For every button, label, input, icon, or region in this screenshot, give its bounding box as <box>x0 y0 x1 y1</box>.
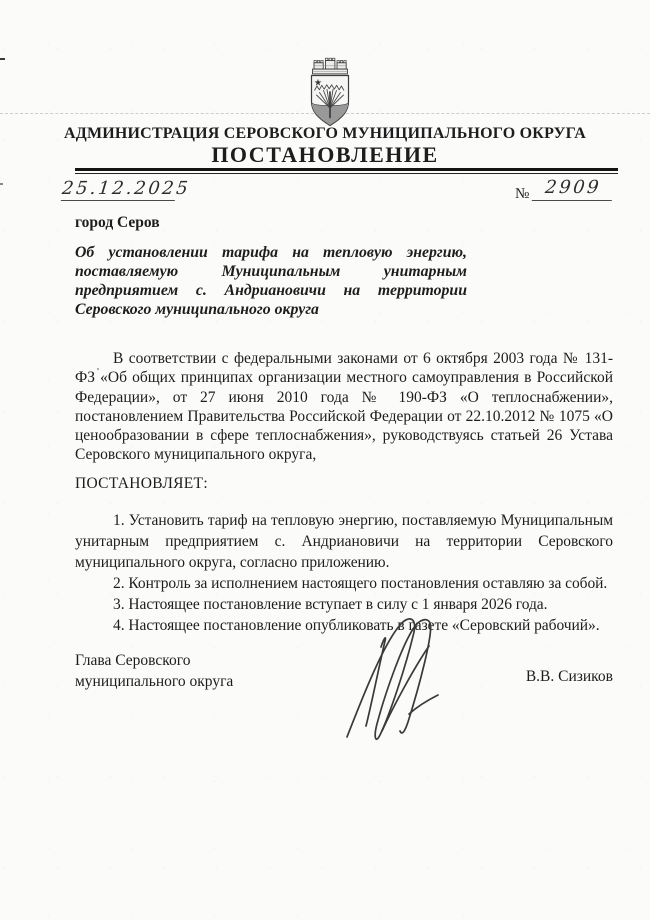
document-date-handwritten: 25.12.2025 <box>61 178 192 199</box>
resolution-item-3: 3. Настоящее постановление вступает в силу с 1 января 2026 года. <box>113 596 548 613</box>
signer-name: В.В. Сизиков <box>525 668 613 685</box>
document-subject: Об установлении тарифа на тепловую энергию, поставляемую Муниципальным унитарным предприятием с. Андриановичи на территории Серовского муниципального округа <box>75 244 467 318</box>
scan-speck <box>0 183 3 185</box>
resolution-item-4: 4. Настоящее постановление опубликовать в газете «Серовский рабочий». <box>113 617 600 634</box>
header-rule <box>75 168 618 174</box>
number-sign-label: № <box>515 186 530 202</box>
document-type-title: ПОСТАНОВЛЕНИЕ <box>211 142 439 167</box>
resolves-label: ПОСТАНОВЛЯЕТ: <box>75 475 208 492</box>
organization-name: АДМИНИСТРАЦИЯ СЕРОВСКОГО МУНИЦИПАЛЬНОГО ОКРУГА <box>63 125 586 142</box>
resolution-item-2: 2. Контроль за исполнением настоящего постановления оставляю за собой. <box>113 575 608 592</box>
signer-post-line1: Глава Серовского <box>75 652 191 669</box>
serov-coat-of-arms-icon <box>299 56 361 135</box>
resolution-item-1: 1. Установить тариф на тепловую энергию, поставляемую Муниципальным унитарным предприятием с. Андриановичи на территории Серовского муниципального округа, согласно приложению. <box>75 512 613 571</box>
scan-speck <box>0 58 5 60</box>
signer-post-line2: муниципального округа <box>75 673 234 690</box>
document-number-handwritten: 2909 <box>532 177 615 201</box>
preamble-paragraph: В соответствии с федеральными законами от 6 октября 2003 года № 131-ФЗ «Об общих принципах организации местного самоуправления в Российской Федерации», от 27 июня 2010 года № 190-ФЗ «О теплоснабжении», постановлением Правительства Российской Федерации от 22.10.2012 № 1075 «О ценообразовании в сфере теплоснабжения», руководствуясь статьей 26 Устава Серовского муниципального округа, <box>75 350 613 464</box>
issuing-city: город Серов <box>75 214 160 231</box>
